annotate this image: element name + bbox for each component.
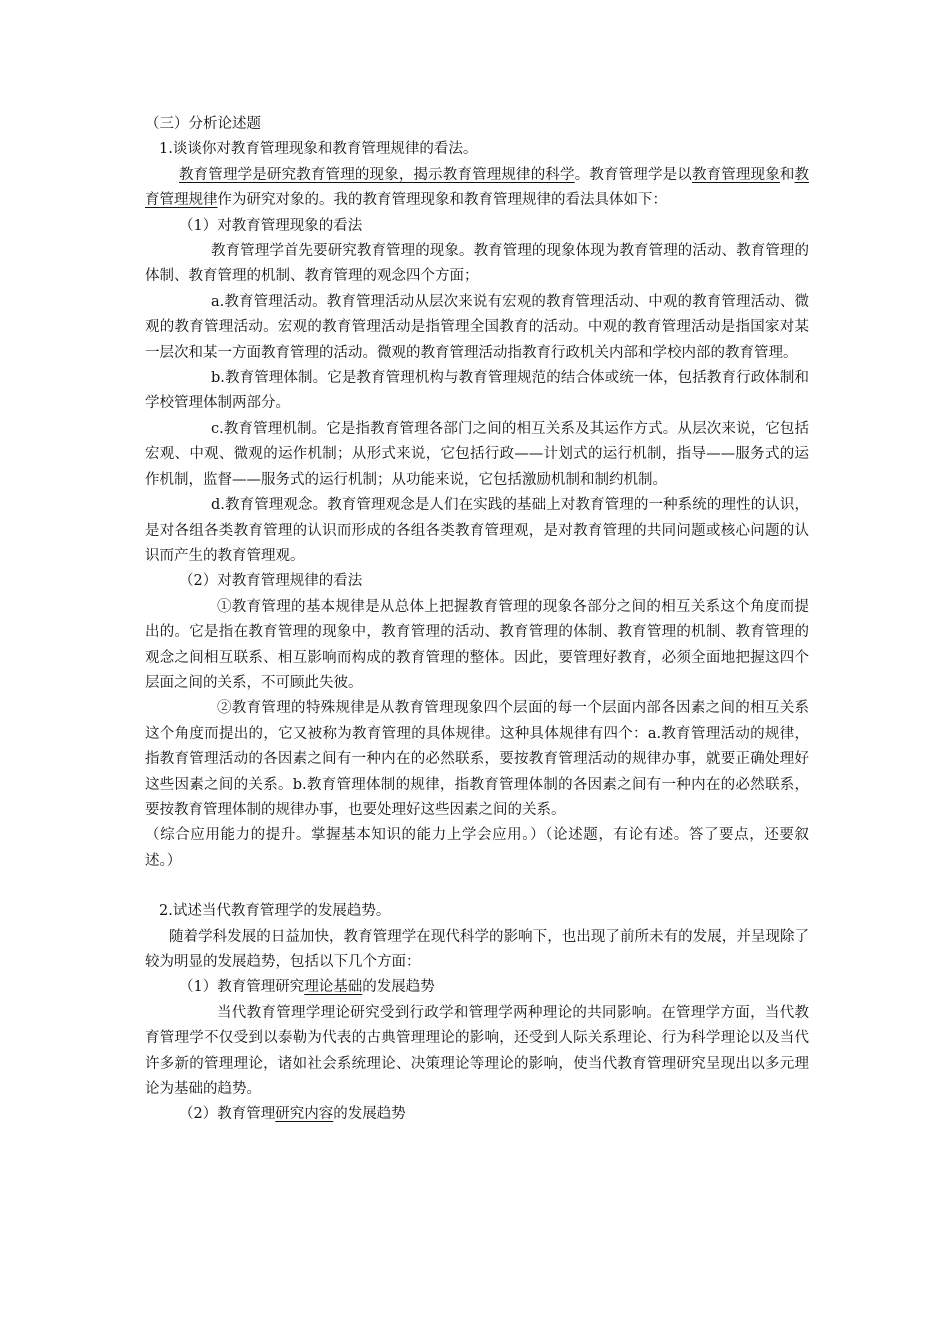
question-1-intro	[145, 163, 809, 214]
item-c: c.教育管理机制。它是指教育管理各部门之间的相互关系及其运作方式。从层次来说，它包括宏观、中观、微观的运作机制；从形式来说，它包括行政——计划式的运行机制，指导——服务式的运作机制，监督——服务式的运行机制；从功能来说，它包括激励机制和制约机制。	[145, 420, 809, 488]
item-d: d.教育管理观念。教育管理观念是人们在实践的基础上对教育管理的一种系统的理性的认识，是对各组各类教育管理的认识而形成的各组各类教育管理观，是对教育管理的共同问题或核心问题的认识而产生的教育管理观。	[145, 497, 809, 564]
part-2-heading: （2）对教育管理规律的看法	[179, 573, 363, 590]
underlined-theory-basis: 理论基础	[304, 979, 363, 996]
heading-text-2: 的发展趋势	[333, 1106, 406, 1123]
law-1: ①教育管理的基本规律是从总体上把握教育管理的现象各部分之间的相互关系这个角度而提出的。它是指在教育管理的现象中，教育管理的活动、教育管理的体制、教育管理的机制、教育管理的观念之间相互联系、相互影响而构成的教育管理的整体。因此，要管理好教育，必须全面地把握这四个层面之间的关系，不可顾此失彼。	[145, 598, 809, 691]
spacer	[145, 874, 809, 899]
heading-text-2: 的发展趋势	[362, 979, 435, 996]
section-heading: （三）分析论述题	[145, 116, 261, 132]
intro-text-3: 作为研究对象的。我的教育管理现象和教育管理规律的看法具体如下：	[217, 192, 667, 209]
part-1-heading: （1）对教育管理现象的看法	[179, 217, 363, 234]
q2-part-1-body: 当代教育管理学理论研究受到行政学和管理学两种理论的共同影响。在管理学方面，当代教育管理学不仅受到以泰勒为代表的古典管理理论的影响，还受到人际关系理论、行为科学理论以及当代许多新的管理理论，诸如社会系统理论、决策理论等理论的影响，使当代教育管理研究呈现出以多元理论为基础的趋势。	[145, 1004, 809, 1098]
intro-text-2: 和	[779, 166, 795, 183]
question-2-intro: 随着学科发展的日益加快，教育管理学在现代科学的影响下，也出现了前所未有的发展，并呈现除了较为明显的发展趋势，包括以下几个方面：	[145, 928, 809, 970]
law-2: ②教育管理的特殊规律是从教育管理现象四个层面的每一个层面内部各因素之间的相互关系这个角度而提出的，它又被称为教育管理的具体规律。这种具体规律有四个：a.教育管理活动的规律，指教育管理活动的各因素之间有一种内在的必然联系，要按教育管理活动的规律办事，就要正确处理好这些因素之间的关系。b.教育管理体制的规律，指教育管理体制的各因素之间有一种内在的必然联系，要按教育管理体制的规律办事，也要处理好这些因素之间的关系。	[145, 700, 809, 818]
q2-part-2-heading	[145, 1102, 809, 1127]
underlined-term-law: 教育管理规律	[145, 166, 810, 209]
part-1-intro: 教育管理学首先要研究教育管理的现象。教育管理的现象体现为教育管理的活动、教育管理的体制、教育管理的机制、教育管理的观念四个方面；	[145, 243, 809, 285]
underlined-term-phenomenon: 教育管理现象	[691, 166, 780, 183]
underlined-research-content: 研究内容	[275, 1106, 334, 1123]
item-b: b.教育管理体制。它是教育管理机构与教育管理规范的结合体或统一体，包括教育行政体制和学校管理体制两部分。	[145, 370, 809, 412]
intro-text-1: 。教育管理学是以	[574, 166, 692, 183]
underlined-definition: 教育管理学是研究教育管理的现象，揭示教育管理规律的科学	[179, 166, 575, 183]
heading-text-1: （1）教育管理研究	[179, 979, 305, 996]
answer-note: （综合应用能力的提升。掌握基本知识的能力上学会应用。）（论述题，有论有述。答了要点，还要叙述。）	[145, 827, 809, 869]
document-page	[145, 112, 809, 1128]
heading-text-1: （2）教育管理	[179, 1106, 276, 1123]
item-a: a.教育管理活动。教育管理活动从层次来说有宏观的教育管理活动、中观的教育管理活动、微观的教育管理活动。宏观的教育管理活动是指管理全国教育的活动。中观的教育管理活动是指国家对某一层次和某一方面教育管理的活动。微观的教育管理活动指教育行政机关内部和学校内部的教育管理。	[145, 293, 809, 361]
question-1-title: 1.谈谈你对教育管理现象和教育管理规律的看法。	[159, 141, 478, 158]
question-2-title: 2.试述当代教育管理学的发展趋势。	[159, 903, 391, 920]
q2-part-1-heading	[145, 975, 809, 1000]
